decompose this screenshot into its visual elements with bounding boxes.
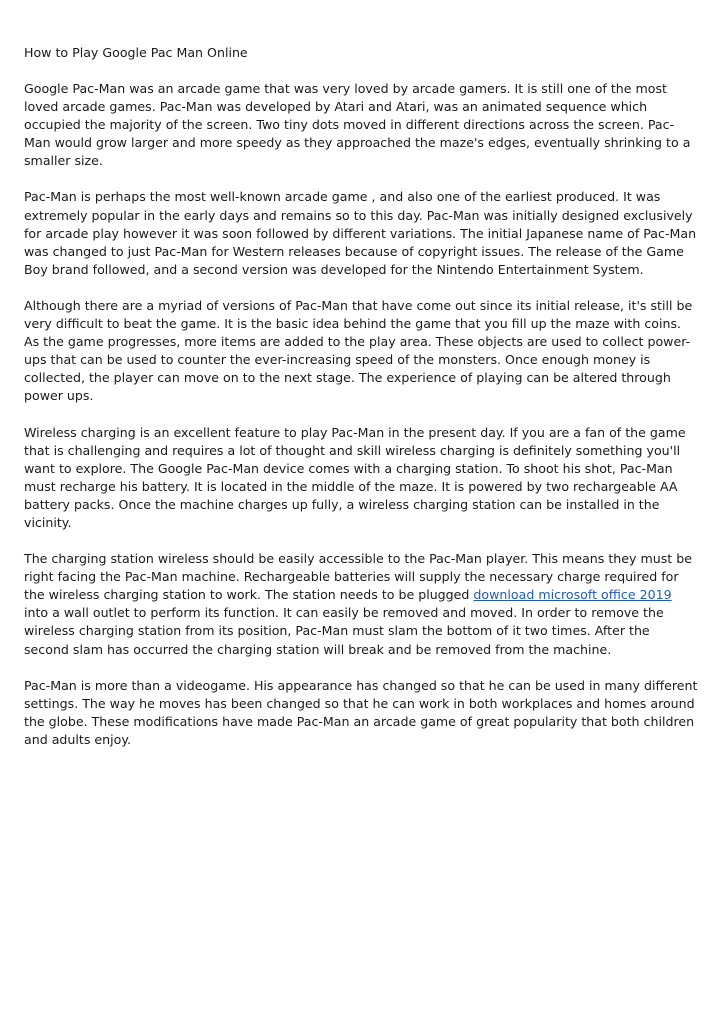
paragraph-5 [24, 550, 698, 659]
paragraph-1: Google Pac-Man was an arcade game that was very loved by arcade gamers. It is still one of the most loved arcade games. Pac-Man was developed by Atari and Atari, was an animated sequence which occupied the majority of the screen. Two tiny dots moved in different directions across the screen. Pac-Man would grow larger and more speedy as they approached the maze's edges, eventually shrinking to a smaller size. [24, 81, 691, 169]
paragraph-6: Pac-Man is more than a videogame. His appearance has changed so that he can be used in many different settings. The way he moves has been changed so that he can work in both workplaces and homes around the globe. These modifications have made Pac-Man an arcade game of great popularity that both children and adults enjoy. [24, 677, 698, 747]
paragraph-5-text-after-link: into a wall outlet to perform its function. It can easily be removed and moved. In order to remove the wireless charging station from its position, Pac-Man must slam the bottom of it two times. After the second slam has occurred the charging station will break and be removed from the machine. [24, 605, 664, 657]
paragraph-2: Pac-Man is perhaps the most well-known arcade game , and also one of the earliest produced. It was extremely popular in the early days and remains so to this day. Pac-Man was initially designed exclusively for arcade play however it was soon followed by different variations. The initial Japanese name of Pac-Man was changed to just Pac-Man for Western releases because of copyright issues. The release of the Game Boy brand followed, and a second version was developed for the Nintendo Entertainment System. [24, 189, 697, 277]
document-title: How to Play Google Pac Man Online [24, 45, 248, 60]
paragraph-4: Wireless charging is an excellent feature to play Pac-Man in the present day. If you are a fan of the game that is challenging and requires a lot of thought and skill wireless charging is definitely something you'll want to explore. The Google Pac-Man device comes with a charging station. To shoot his shot, Pac-Man must recharge his battery. It is located in the middle of the maze. It is powered by two rechargeable AA battery packs. Once the machine charges up fully, a wireless charging station can be installed in the vicinity. [24, 424, 686, 530]
document-page [24, 44, 698, 767]
paragraph-5-text-before-link: The charging station wireless should be easily accessible to the Pac-Man player. This means they must be right facing the Pac-Man machine. Rechargeable batteries will supply the necessary charge required for the wireless charging station to work. The station needs to be plugged [24, 551, 692, 603]
download-office-link[interactable]: download microsoft office 2019 [473, 587, 672, 603]
paragraph-3: Although there are a myriad of versions of Pac-Man that have come out since its initial release, it's still be very difficult to beat the game. It is the basic idea behind the game that you fill up the maze with coins. As the game progresses, more items are added to the play area. These objects are used to collect power-ups that can be used to counter the ever-increasing speed of the monsters. Once enough money is collected, the player can move on to the next stage. The experience of playing can be altered through power ups. [24, 297, 693, 404]
